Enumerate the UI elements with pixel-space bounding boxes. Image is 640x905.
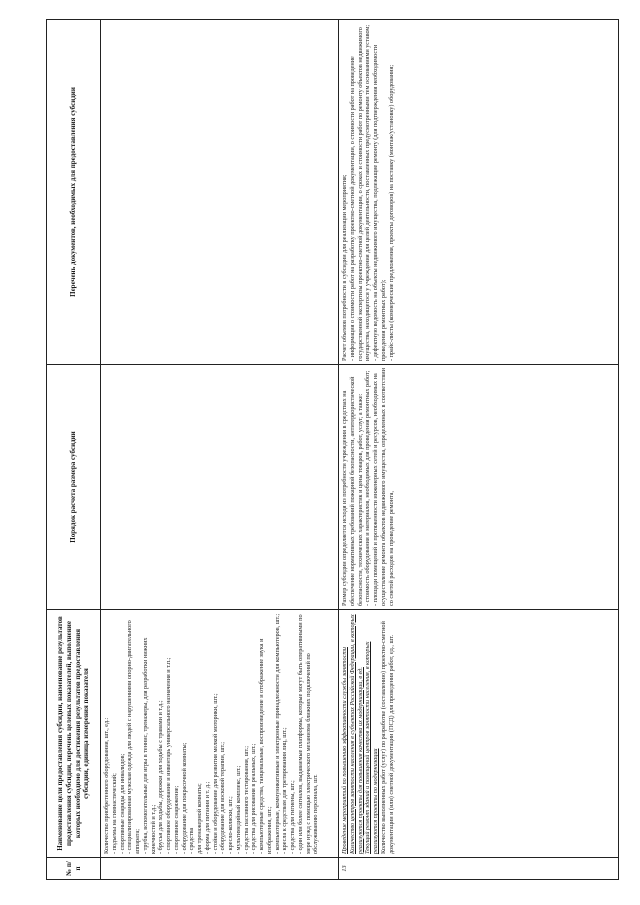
row-a-num xyxy=(101,858,339,880)
row-b-docs-line: Расчет объемов потребности в субсидии для реализации мероприятия; xyxy=(341,174,348,361)
row-b-docs xyxy=(339,20,619,365)
table-row-employment-service xyxy=(339,20,619,880)
subsidy-table xyxy=(46,19,619,880)
row-a-line: - мультимедийный комплекс, шт.; xyxy=(234,765,242,854)
row-a-line: Количество приобретенного оборудования, шт., ед.: xyxy=(103,717,110,854)
row-a-line: - кресло-коляски, шт.; xyxy=(227,796,234,854)
header-num: № п/п xyxy=(47,858,101,880)
row-a-line: - спортивные снаряды для инвалидов; xyxy=(118,753,126,854)
row-a-line: - компьютерные средства, танцевальные, воспроизведение и отображение звука и изображения, шт.; xyxy=(258,638,273,854)
rotated-document-page xyxy=(46,20,618,880)
row-a-calc xyxy=(101,365,339,610)
row-a-line: - компьютерные, коммуникативные и электронные принадлежности для компьютеров, шт.; xyxy=(273,613,281,854)
row-a-line: - брусья для ходьбы, дорожки для ходьбы с травами и т.д.; xyxy=(157,700,165,854)
row-a-name xyxy=(101,610,339,858)
row-a-line: - спортивное снаряжение; xyxy=(172,785,180,854)
row-b-calc-line: Размер субсидии определяется исходя из потребности учреждения в средствах на обеспечение нормативных требований пожарной безопасности, антитеррористической безопасности, технических характеристик и цены товаров, работ, услуг, а также: xyxy=(341,376,364,606)
row-a-line: - трубка, вспомогательные для игры в теннис, тренажеры, для разработки нижних конечностей и т.д.; xyxy=(141,637,157,854)
header-calc: Порядок расчета размера субсидии xyxy=(47,365,101,610)
row-a-line: для тренажерной комнаты; xyxy=(196,783,203,854)
row-b-docs-line: - прайс-листы (коммерческие предложения, проекты договоров) на поставку (монтаж/установку) оборудования; xyxy=(387,64,395,361)
row-a-line: - кресла к средствам для третирования лиц, шт.; xyxy=(281,727,289,854)
row-b-name xyxy=(339,610,619,858)
row-b-calc xyxy=(339,365,619,610)
row-b-calc-line: - площади помещений и протяженности инженерных сетей и ресурсов, необходимых на осуществление ремонта объектов недвижимого имущества, определенных в соответствии со сметой расходов на проведение ремонта, xyxy=(372,368,395,606)
row-b-line: Текущий ремонт зданий и помещений центров занятости населения, в которых реализуются проекты по модернизации xyxy=(364,641,379,854)
row-a-line: - подъемы на гимнастический; xyxy=(110,773,118,854)
row-a-line: - средства для гигиены, шт.; xyxy=(289,780,296,854)
row-a-line: - форма для питания и т. д.; xyxy=(203,781,211,854)
row-a-line: - специализированная мужская одежда для людей с нарушениями опорно-двигательного аппарата; xyxy=(126,620,141,854)
row-a-line: - стойки и оборудование для развития мелкой моторики, шт.; xyxy=(211,693,219,854)
row-b-line: Количество выполненных работ (услуг) по разработке (составлению) проектно-сметной документации и (или) сметной документации (ПСД) для проведения работ, ед., шт. xyxy=(379,621,395,854)
row-a-line: - средства для рисования в реальных, шт.; xyxy=(250,743,258,854)
row-b-docs-line: - информация о стоимости работ на разработку проектно-сметной документации, о стоимости работ на проведение государственной экспертизы проектно-сметной документации, о сроках и стоимости работ по ремонту объектов недвижимого имущества, находящегося у учреждения для целей деятельности, поставленных предусмотренными тем основаниями уставом; xyxy=(348,24,372,361)
row-a-line: - спортивное оборудование и инвентарь универсального назначения и т.п.; xyxy=(165,657,172,854)
row-a-line: - один или более сигналов, выдаваемые платформы, которые могут быть оперативными по мере нужд с помощью электрического механизма ближних подключений по обслуживанию персонала, шт. xyxy=(296,614,320,854)
table-row-equipment xyxy=(101,20,339,880)
row-a-line: - средства xyxy=(188,827,196,854)
row-a-line: - оборудование для восковой терапии, шт.; xyxy=(219,741,227,854)
table-header-row xyxy=(47,20,101,880)
header-docs: Перечень документов, необходимых для предоставления субсидии xyxy=(47,20,101,365)
row-a-docs xyxy=(101,20,339,365)
header-name: Наименование цели предоставления субсидии, наименование результатов предоставления субсидии, перечень целевых показателей, выполнение которых необходимо для достижения результатов предоставления субсидии, единица измерения показателя xyxy=(47,610,101,858)
row-b-num: 13 xyxy=(339,858,619,880)
row-a-line: - средства пассивного тестирования, шт.; xyxy=(242,745,250,854)
row-b-docs-line: - дефектную ведомость на объекты недвижимого имущества, подлежащие ремонту (для подтверждения необходимости проведения ремонтных работ); xyxy=(372,44,387,361)
row-b-line: Количество центров занятости населения в субъектах Российской Федерации, в которых реализуются проекты для повышения качества их модернизации, в ед. xyxy=(348,614,364,854)
row-b-calc-line: - стоимость оборудования и материалов, необходимых для проведения ремонтных работ; xyxy=(364,370,372,606)
row-a-line: - оборудование для покрасочной комнаты; xyxy=(180,742,188,854)
row-b-line: Проведение мероприятий по повышению эффективности службы занятости xyxy=(341,647,348,854)
